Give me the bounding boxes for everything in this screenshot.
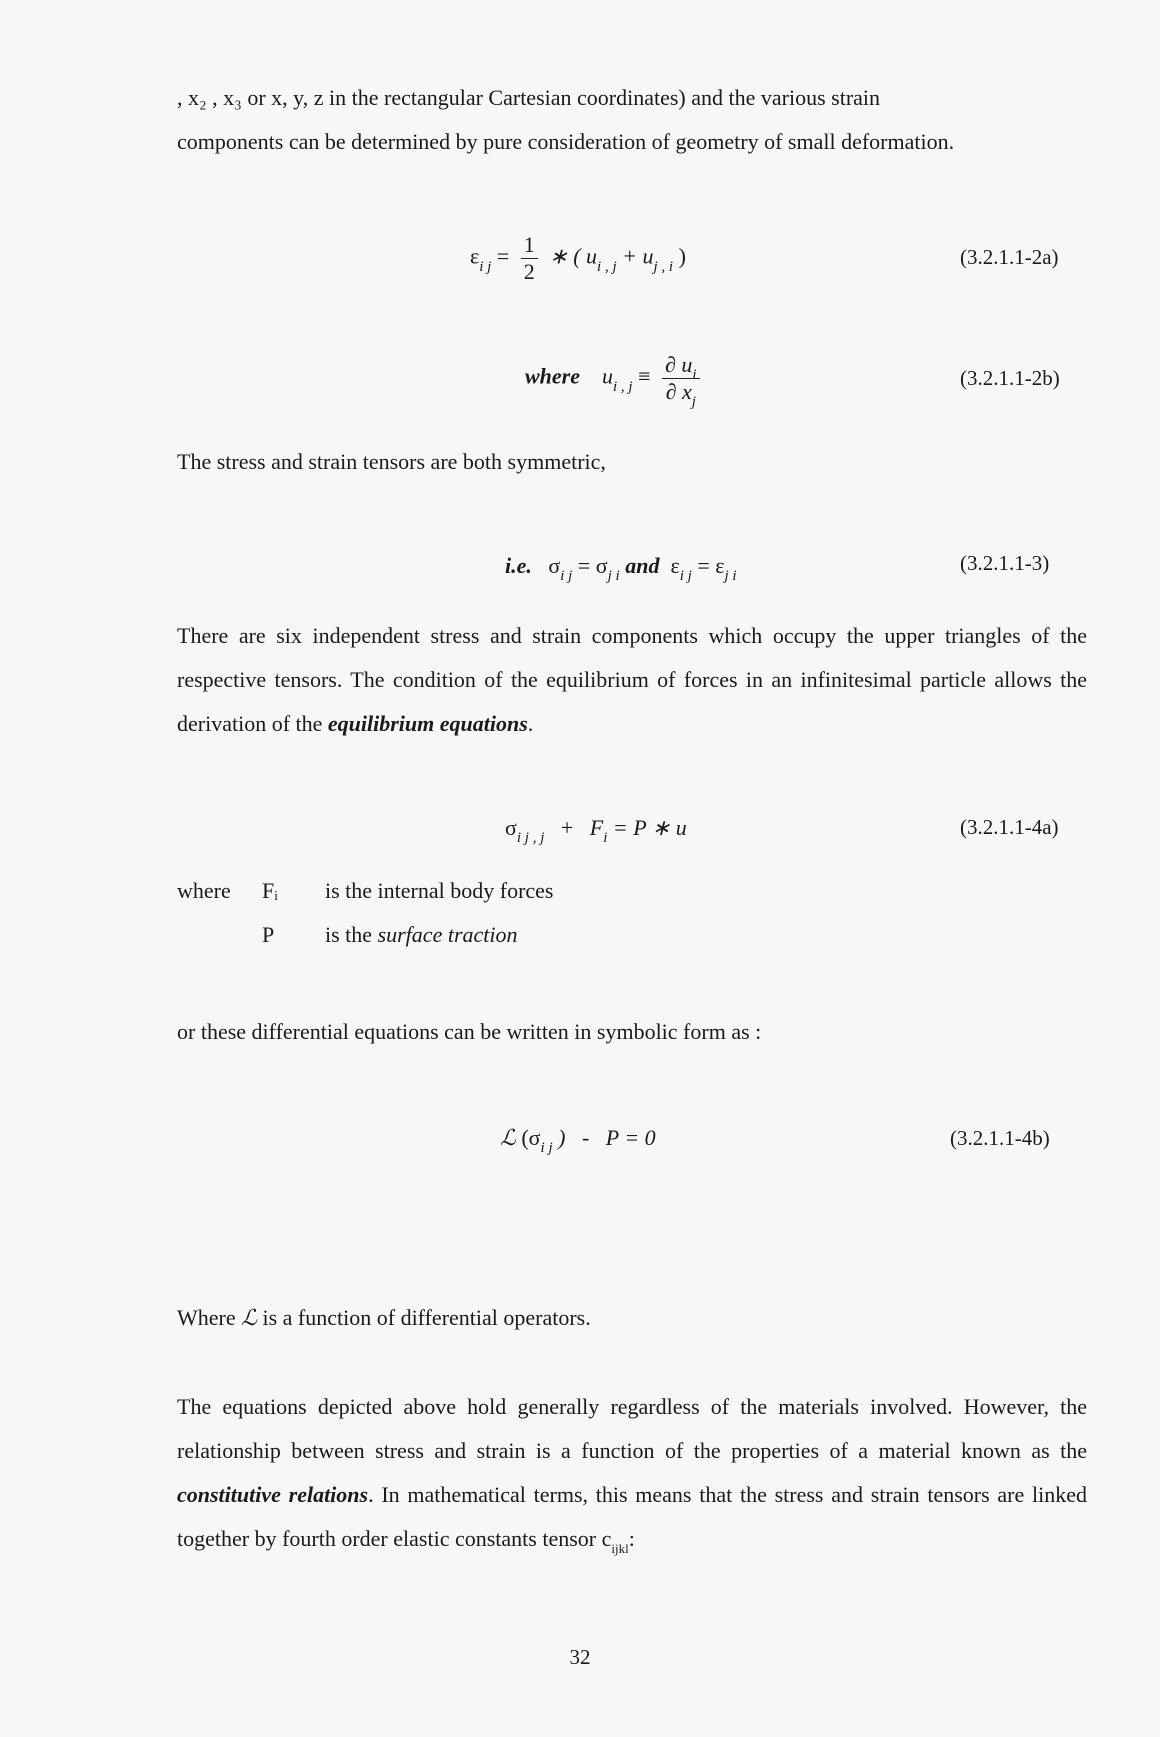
definition-body: is the internal body forces <box>325 878 554 903</box>
constitutive-text-after: . In mathematical terms, this means that the stress and strain tensors are linked together by fourth order elastic constants tensor c <box>177 1482 1087 1551</box>
equation-derivative <box>525 352 706 410</box>
paragraph-intro <box>177 76 1087 164</box>
definition-symbol: P <box>262 922 275 947</box>
definition-text <box>325 878 554 904</box>
force-symbol: F <box>589 815 604 840</box>
close-paren: ) <box>678 243 686 269</box>
operator-text-after: is a function of differential operators. <box>256 1305 591 1330</box>
definition-symbol: Fᵢ <box>262 878 278 903</box>
eq3-eps-sub-ji: j i <box>724 568 737 584</box>
sigma-symbol: σ <box>505 815 517 840</box>
epsilon-symbol: ε <box>670 553 680 578</box>
partial-denominator-text: ∂ x <box>665 379 692 404</box>
page-number: 32 <box>569 1645 591 1669</box>
eq4b-rest: ) - P = 0 <box>558 1125 656 1150</box>
paragraph-symbolic-form: or these differential equations can be written in symbolic form as : <box>177 1019 762 1044</box>
plus-sign: + <box>560 815 574 840</box>
equation-number-4a: (3.2.1.1-4a) <box>960 815 1059 839</box>
definition-label: where <box>177 878 231 903</box>
fraction-partial <box>662 352 700 410</box>
where-label: where <box>525 363 580 389</box>
eq2a-rhs-term: ∗ ( u <box>549 243 598 269</box>
equation-operator <box>500 1125 656 1156</box>
eq4b-open: (σ <box>521 1125 541 1150</box>
sigma-symbol: σ <box>595 553 608 578</box>
equals-sign: = <box>496 243 510 269</box>
eq2a-plus-term: + u <box>622 243 654 269</box>
eq3-sigma-sub-ji: j i <box>607 568 620 584</box>
equation-number-3: (3.2.1.1-3) <box>960 551 1050 575</box>
equation-number-4b: (3.2.1.1-4b) <box>950 1126 1050 1150</box>
paragraph-equilibrium <box>177 614 1087 746</box>
fraction-half <box>521 232 538 285</box>
eq2a-lhs-subscript: i j <box>479 258 492 275</box>
partial-denominator-subscript: j <box>691 394 696 410</box>
eq4b-subscript: i j <box>540 1140 553 1156</box>
eq2a-rhs-subscript-2: j , i <box>653 258 674 275</box>
equation-strain <box>470 232 686 285</box>
operator-symbol: ℒ <box>500 1126 516 1151</box>
partial-numerator-subscript: i <box>692 367 697 383</box>
equilibrium-emphasis: equilibrium equations <box>327 711 528 736</box>
equiv-sign: ≡ <box>638 363 651 389</box>
definition-text <box>325 922 518 948</box>
paragraph-symmetric: The stress and strain tensors are both symmetric, <box>177 449 606 474</box>
partial-numerator <box>662 352 700 383</box>
equation-number-2a: (3.2.1.1-2a) <box>960 245 1059 269</box>
equilibrium-text: There are six independent stress and strain components which occupy the upper triangles of the respective tensors. The condition of the equilibrium of forces in an infinitesimal particle allows the derivation of the <box>177 623 1087 736</box>
intro-line-1: , x₂ , x₃ or x, y, z in the rectangular Cartesian coordinates) and the various strain <box>177 85 881 110</box>
elastic-tensor-subscript: ijkl <box>611 1541 629 1556</box>
constitutive-text: The equations depicted above hold generally regardless of the materials involved. However, the relationship between stress and strain is a function of the properties of a material known as the <box>177 1394 1087 1463</box>
constitutive-emphasis: constitutive relations <box>177 1482 369 1507</box>
epsilon-symbol: ε <box>715 553 725 578</box>
definition-body: is the <box>325 922 378 947</box>
ie-label: i.e. <box>505 553 532 578</box>
force-subscript: i <box>603 830 608 846</box>
fraction-denominator: 2 <box>523 259 535 284</box>
eq2b-u-subscript: i , j <box>613 378 633 395</box>
partial-numerator-text: ∂ u <box>665 352 693 377</box>
operator-symbol: ℒ <box>241 1306 257 1331</box>
eq4a-rhs: = P ∗ u <box>612 815 687 840</box>
equation-number-2b: (3.2.1.1-2b) <box>960 366 1060 390</box>
eq3-sigma-sub-ij: i j <box>560 568 573 584</box>
eq2b-u: u <box>602 363 613 389</box>
constitutive-colon: : <box>628 1526 635 1551</box>
eq3-eps-sub-ij: i j <box>679 568 692 584</box>
equals-sign: = <box>577 553 591 578</box>
paragraph-constitutive <box>177 1385 1087 1564</box>
equilibrium-period: . <box>527 711 534 736</box>
equation-equilibrium <box>505 815 687 846</box>
eq4a-sigma-subscript: i j , j <box>516 830 545 846</box>
definition-emphasis: surface traction <box>377 922 518 947</box>
fraction-numerator: 1 <box>521 232 538 259</box>
equation-symmetry <box>505 553 737 584</box>
sigma-symbol: σ <box>548 553 561 578</box>
operator-text-before: Where <box>177 1305 242 1330</box>
eq2a-rhs-subscript-1: i , j <box>597 258 617 275</box>
epsilon-symbol: ε <box>470 243 480 269</box>
paragraph-operator-definition <box>177 1296 1087 1341</box>
and-label: and <box>625 553 660 578</box>
intro-line-2: components can be determined by pure consideration of geometry of small deformation. <box>177 129 955 154</box>
equals-sign: = <box>697 553 710 578</box>
